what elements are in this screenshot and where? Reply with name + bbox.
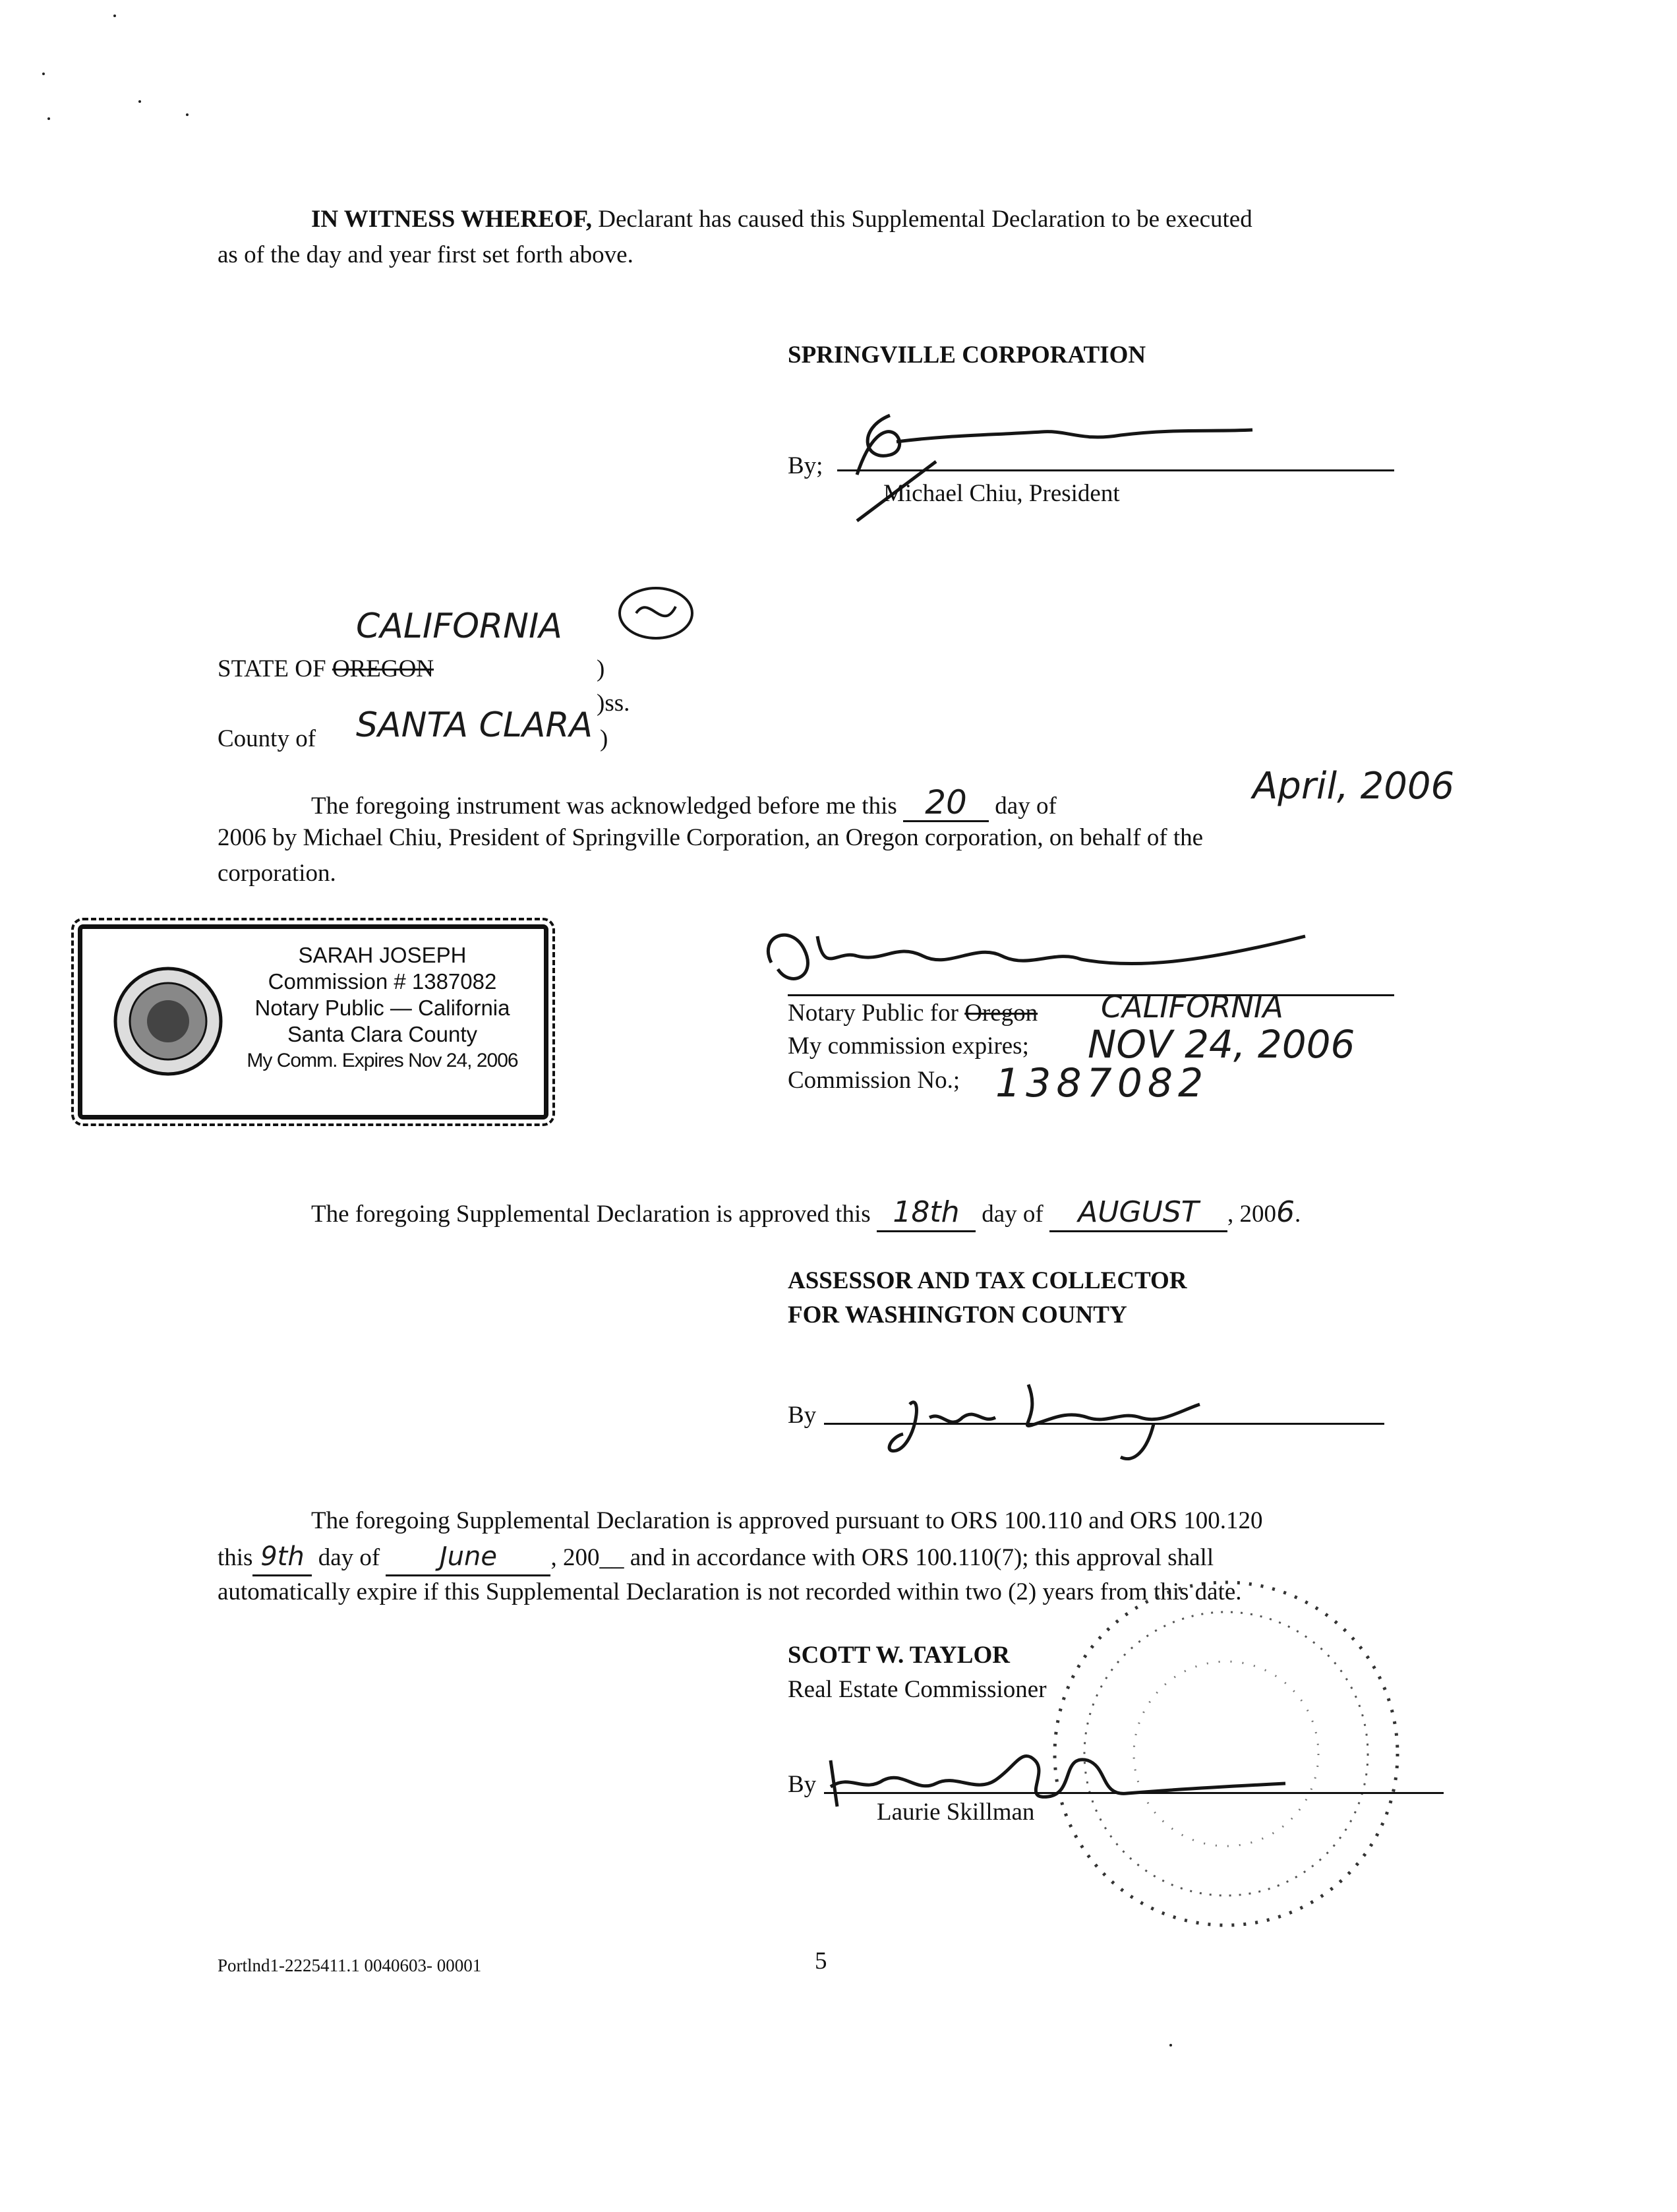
witness-line-2: as of the day and year first set forth above. [218,241,633,268]
county-label: County of [218,725,316,752]
ss-label: )ss. [597,690,630,717]
county-approval-line [311,1195,1301,1232]
state-approval-text-a: this [218,1544,253,1571]
state-paren: ) [597,655,605,682]
county-approval-day: 18th [877,1195,976,1232]
state-approval-line-1: The foregoing Supplemental Declaration is approved pursuant to ORS 100.110 and ORS 100.120 [311,1507,1263,1534]
notary-public-handwritten: CALIFORNIA [1101,989,1283,1025]
corporation-by-label: By; [788,452,823,479]
state-approval-line-3: automatically expire if this Supplemental Declaration is not recorded within two (2) years from this date. [218,1578,1242,1605]
ack-line-3: corporation. [218,860,336,887]
notary-signature [738,910,1332,1002]
state-struck: OREGON [332,655,434,682]
state-approval-text-c: , 200__ and in accordance with ORS 100.110(7); this approval shall [550,1544,1214,1571]
notary-number-label: Commission No.; [788,1067,960,1094]
county-approval-text-a: The foregoing Supplemental Declaration is approved this [311,1201,871,1228]
witness-line-1-rest: Declarant has caused this Supplemental Declaration to be executed [592,206,1252,233]
notary-expires-handwritten: NOV 24, 2006 [1088,1022,1355,1067]
ack-text-b: day of [995,792,1057,820]
corporation-signature-line [837,469,1394,471]
assessor-signature [870,1371,1239,1470]
commissioner-by-label: By [788,1771,817,1798]
notary-stamp [78,924,548,1120]
initials-circle [616,580,709,646]
stamp-expires: My Comm. Expires Nov 24, 2006 [247,1050,518,1071]
county-approval-text-b: day of [982,1201,1044,1228]
state-approval-text-b: day of [318,1544,380,1571]
ack-text-a: The foregoing instrument was acknowledged before me this [311,792,897,820]
commissioner-signer: Laurie Skillman [877,1799,1035,1826]
county-approval-text-d: . [1294,1201,1301,1228]
witness-lead: IN WITNESS WHEREOF, [311,206,593,233]
corporation-signer: Michael Chiu, President [883,480,1120,507]
ack-date-handwritten: April, 2006 [1252,765,1455,808]
notary-public-struck: Oregon [964,1000,1038,1027]
ack-line-1 [311,785,1057,824]
witness-line-1 [311,202,1252,237]
footer-doc-id: Portlnd1-2225411.1 0040603- 00001 [218,1956,482,1975]
county-approval-month: AUGUST [1049,1195,1227,1232]
notary-expires-label: My commission expires; [788,1032,1029,1060]
ack-line-2: 2006 by Michael Chiu, President of Springville Corporation, an Oregon corporation, on behalf of the [218,824,1204,851]
assessor-by-label: By [788,1402,817,1429]
stamp-name: SARAH JOSEPH [298,943,467,967]
state-handwritten: CALIFORNIA [356,607,562,646]
state-line [218,651,434,687]
assessor-office-line-1: ASSESSOR AND TAX COLLECTOR [788,1267,1187,1294]
footer-page-number: 5 [815,1948,827,1975]
stamp-title: Notary Public — California [254,996,510,1020]
notary-public-line [788,996,1038,1031]
county-handwritten: SANTA CLARA [356,705,593,745]
stamp-commission: Commission # 1387082 [268,969,497,994]
state-approval-month: June [386,1539,550,1576]
county-approval-year: 6 [1276,1195,1295,1229]
state-approval-day: 9th [252,1539,312,1576]
commissioner-title: Real Estate Commissioner [788,1676,1047,1703]
commissioner-name: SCOTT W. TAYLOR [788,1642,1010,1669]
corporation-name: SPRINGVILLE CORPORATION [788,342,1146,369]
notary-seal-icon [112,965,224,1077]
county-paren: ) [600,725,608,752]
commissioner-signature-line [824,1792,1444,1794]
county-approval-text-c: , 200 [1227,1201,1276,1228]
assessor-office-line-2: FOR WASHINGTON COUNTY [788,1301,1127,1329]
stamp-county: Santa Clara County [287,1022,477,1046]
state-label: STATE OF [218,655,326,682]
notary-public-label: Notary Public for [788,1000,958,1027]
ack-day-handwritten: 20 [903,785,989,822]
notary-number-handwritten: 1387082 [995,1060,1209,1106]
